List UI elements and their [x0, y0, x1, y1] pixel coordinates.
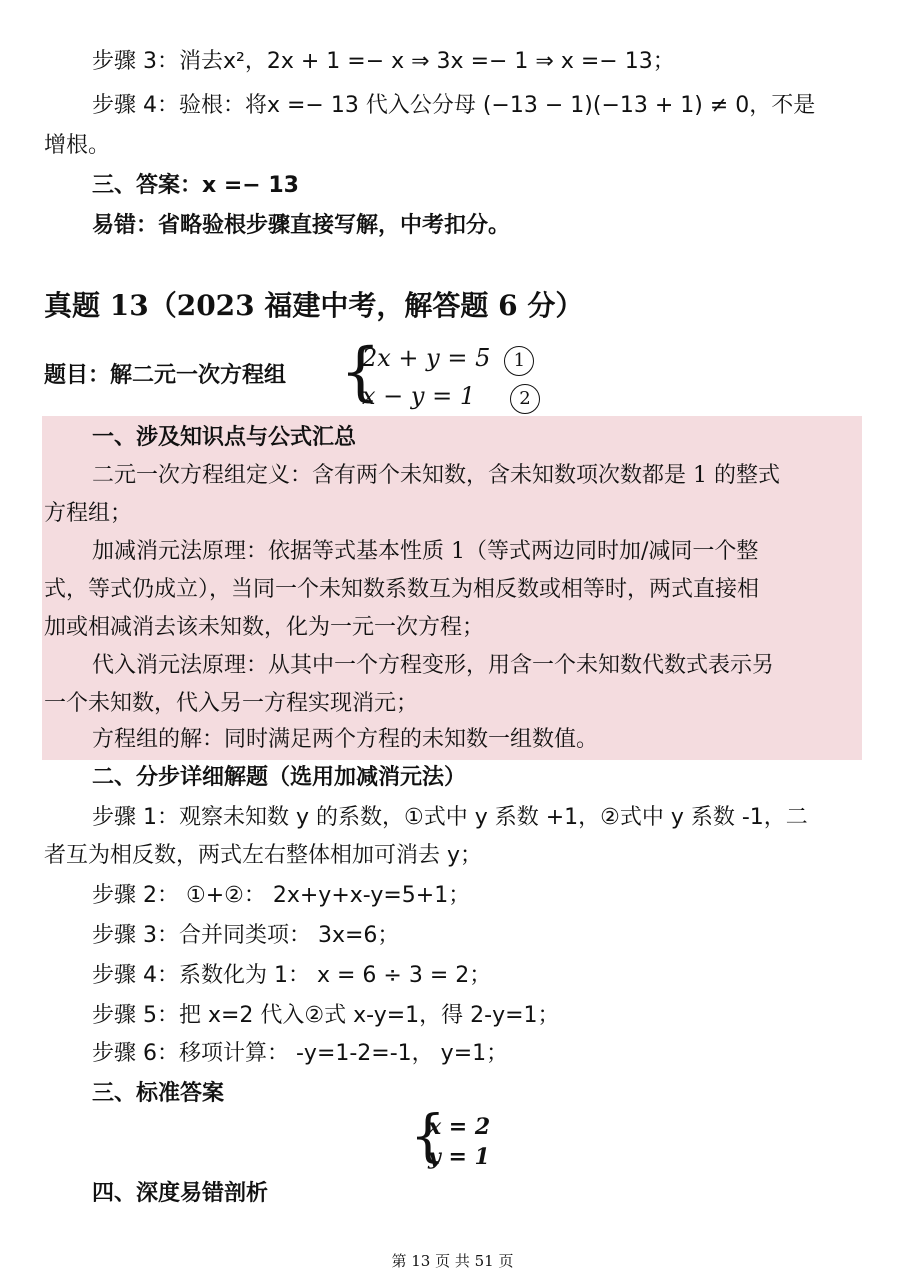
- knowledge-line-6: 代入消元法原理：从其中一个方程变形，用含一个未知数代数式表示另: [92, 653, 775, 678]
- solution-step-3: 步骤 3：合并同类项： 3x=6；: [92, 923, 400, 948]
- common-error: 易错：省略验根步骤直接写解，中考扣分。: [92, 213, 511, 238]
- solution-step-5: 步骤 5：把 x=2 代入②式 x-y=1，得 2-y=1；: [92, 1003, 560, 1028]
- equation-1-text: 2x + y = 5: [362, 344, 491, 372]
- equation-2-text: x − y = 1: [362, 382, 476, 410]
- knowledge-line-5: 加或相减消去该未知数，化为一元一次方程；: [44, 615, 485, 640]
- answer-y: y = 1: [428, 1144, 490, 1170]
- knowledge-line-8: 方程组的解：同时满足两个方程的未知数一组数值。: [92, 727, 599, 752]
- previous-answer: 三、答案：x =− 13: [92, 173, 299, 198]
- knowledge-line-1: 二元一次方程组定义：含有两个未知数，含未知数项次数都是 1 的整式: [92, 463, 780, 488]
- analysis-title: 四、深度易错剖析: [92, 1181, 269, 1206]
- solution-step-4: 步骤 4：系数化为 1： x = 6 ÷ 3 = 2；: [92, 963, 492, 988]
- standard-answer-title: 三、标准答案: [92, 1081, 225, 1106]
- problem-statement: [44, 335, 644, 414]
- system-brace: {: [340, 335, 381, 409]
- knowledge-line-7: 一个未知数，代入另一方程实现消元；: [44, 691, 419, 716]
- step3-line: 步骤 3：消去x²，2x + 1 =− x ⇒ 3x =− 1 ⇒ x =− 13；: [92, 49, 675, 74]
- step4-line-2: 增根。: [44, 133, 111, 158]
- solution-step-1-line-1: 步骤 1：观察未知数 y 的系数，①式中 y 系数 +1，②式中 y 系数 -1，二: [92, 805, 808, 830]
- equation-1: [362, 340, 534, 376]
- equation-2: [362, 378, 540, 414]
- circle-2-mark: 2: [510, 384, 540, 414]
- page-number: 第 13 页 共 51 页: [391, 1252, 514, 1270]
- answer-x: x = 2: [428, 1114, 491, 1140]
- standard-answer-system: [410, 1104, 530, 1174]
- problem-heading: 真题 13（2023 福建中考，解答题 6 分）: [44, 289, 584, 322]
- solution-step-1-line-2: 者互为相反数，两式左右整体相加可消去 y；: [44, 843, 483, 868]
- answer-brace: {: [410, 1104, 446, 1169]
- circle-1-mark: 1: [504, 346, 534, 376]
- solution-step-6: 步骤 6：移项计算： -y=1-2=-1， y=1；: [92, 1041, 509, 1066]
- knowledge-line-2: 方程组；: [44, 501, 133, 526]
- solution-step-2: 步骤 2： ①+②： 2x+y+x-y=5+1；: [92, 883, 471, 908]
- knowledge-line-3: 加减消元法原理：依据等式基本性质 1（等式两边同时加/减同一个整: [92, 539, 759, 564]
- problem-label: 题目：解二元一次方程组: [44, 363, 287, 388]
- knowledge-title: 一、涉及知识点与公式汇总: [92, 425, 357, 450]
- step4-line-1: 步骤 4：验根：将x =− 13 代入公分母 (−13 − 1)(−13 + 1) ≠ 0，不是: [92, 93, 816, 118]
- knowledge-line-4: 式，等式仍成立），当同一个未知数系数互为相反数或相等时，两式直接相: [44, 577, 760, 602]
- solution-title: 二、分步详细解题（选用加减消元法）: [92, 765, 467, 790]
